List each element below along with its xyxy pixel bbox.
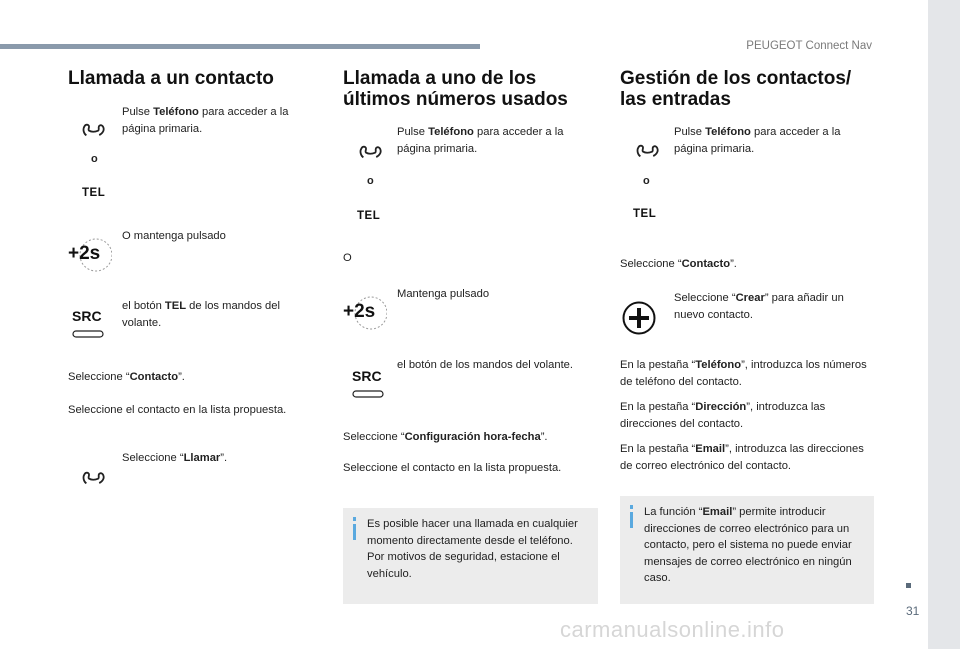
note-text: La función “Email” permite introducir direcciones de correo electrónico para un contacto, pero el sistema no puede enviar mensajes de correo electrónico en ningún caso. xyxy=(644,506,852,584)
create-text: Seleccione “Crear” para añadir un nuevo contacto. xyxy=(674,292,844,321)
src-text: el botón de los mandos del volante. xyxy=(397,359,574,371)
or-label: o xyxy=(367,175,374,187)
select-contact-list: Seleccione el contacto en la lista propuesta. xyxy=(68,404,287,416)
hold-2s-icon xyxy=(68,236,112,274)
tel-label: TEL xyxy=(82,187,106,199)
phone-handset-icon xyxy=(355,138,383,162)
info-note xyxy=(620,496,874,604)
info-icon xyxy=(353,517,356,521)
tab-address-text: En la pestaña “Dirección”, introduzca las direcciones del contacto. xyxy=(620,401,826,430)
watermark: carmanualsonline.info xyxy=(560,617,785,642)
select-config: Seleccione “Configuración hora-fecha”. xyxy=(343,431,548,443)
tab-email-text: En la pestaña “Email”, introduzca las direcciones de correo electrónico del contacto. xyxy=(620,443,864,472)
phone-handset-icon xyxy=(78,464,106,488)
pulse-text: Pulse Teléfono para acceder a la página primaria. xyxy=(674,126,841,155)
src-badge: SRC xyxy=(352,368,382,384)
page-number: 31 xyxy=(906,604,920,618)
tel-label: TEL xyxy=(357,210,381,222)
side-strip xyxy=(928,0,960,649)
note-text: Es posible hacer una llamada en cualquier momento directamente desde el teléfono. Por motivos de seguridad, estacione el vehículo. xyxy=(367,518,578,580)
or-label: o xyxy=(91,153,98,165)
src-button-icon xyxy=(70,308,110,342)
section-title-manage-contacts: Gestión de los contactos/ las entradas xyxy=(620,68,852,110)
hold-text: O mantenga pulsado xyxy=(122,230,226,242)
hold-badge: +2s xyxy=(343,301,376,322)
hold-text: Mantenga pulsado xyxy=(397,288,490,300)
call-text: Seleccione “Llamar”. xyxy=(122,452,228,464)
info-note xyxy=(343,508,598,604)
or-label: o xyxy=(643,175,650,187)
section-title-call-contact: Llamada a un contacto xyxy=(68,68,274,89)
pulse-text: Pulse Teléfono para acceder a la página primaria. xyxy=(397,126,564,155)
pulse-text: Pulse Teléfono para acceder a la página primaria. xyxy=(122,106,289,135)
select-contact-list: Seleccione el contacto en la lista propuesta. xyxy=(343,462,562,474)
src-button-icon xyxy=(350,368,390,402)
src-text: el botón TEL de los mandos del volante. xyxy=(122,300,280,329)
tab-phone-text: En la pestaña “Teléfono”, introduzca los números de teléfono del contacto. xyxy=(620,359,867,388)
select-contact-tab: Seleccione “Contacto”. xyxy=(68,371,185,383)
section-title-recent-numbers: Llamada a uno de los últimos números usados xyxy=(343,68,568,110)
plus-circle-icon xyxy=(621,300,657,336)
select-contact-tab: Seleccione “Contacto”. xyxy=(620,258,737,270)
page-marker xyxy=(906,583,911,588)
hold-badge: +2s xyxy=(68,243,101,264)
or-text: O xyxy=(343,252,352,264)
tel-label: TEL xyxy=(633,208,657,220)
src-badge: SRC xyxy=(72,308,102,324)
hold-2s-icon xyxy=(343,294,387,332)
header-rule xyxy=(0,44,480,49)
brand-label: PEUGEOT Connect Nav xyxy=(746,40,872,52)
phone-handset-icon xyxy=(632,137,660,161)
phone-handset-icon xyxy=(78,116,106,140)
info-icon xyxy=(630,505,633,509)
